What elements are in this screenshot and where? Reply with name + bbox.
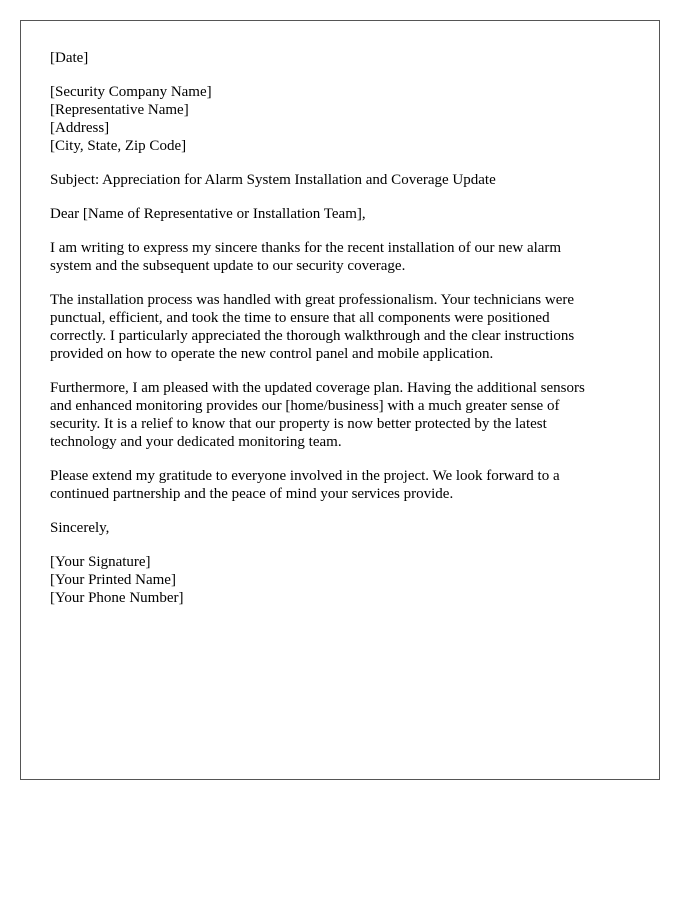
text-line: I am writing to express my sincere thanks for the recent installation of our new alarm <box>50 240 562 256</box>
paragraph-4 <box>50 467 650 503</box>
letter-page <box>20 20 660 780</box>
text-line: system and the subsequent update to our security coverage. <box>50 258 406 274</box>
recipient-address <box>50 83 650 155</box>
text-line: continued partnership and the peace of mind your services provide. <box>50 486 454 502</box>
closing-text: Sincerely, <box>50 520 110 536</box>
city-state-zip: [City, State, Zip Code] <box>50 138 187 154</box>
closing <box>50 519 650 537</box>
printed-name: [Your Printed Name] <box>50 572 176 588</box>
text-line: and enhanced monitoring provides our [home/business] with a much greater sense of <box>50 398 560 414</box>
paragraph-1 <box>50 239 650 275</box>
text-line: security. It is a relief to know that our property is now better protected by the latest <box>50 416 547 432</box>
phone-number: [Your Phone Number] <box>50 590 184 606</box>
date-block <box>50 49 650 67</box>
letter-body <box>50 49 650 623</box>
paragraph-2 <box>50 291 650 363</box>
representative-name: [Representative Name] <box>50 102 189 118</box>
date-line: [Date] <box>50 50 89 66</box>
paragraph-3 <box>50 379 650 451</box>
text-line: Please extend my gratitude to everyone involved in the project. We look forward to a <box>50 468 560 484</box>
text-line: technology and your dedicated monitoring team. <box>50 434 342 450</box>
salutation-text: Dear [Name of Representative or Installation Team], <box>50 206 366 222</box>
text-line: provided on how to operate the new control panel and mobile application. <box>50 346 494 362</box>
subject-line <box>50 171 650 189</box>
text-line: The installation process was handled with great professionalism. Your technicians were <box>50 292 575 308</box>
address: [Address] <box>50 120 110 136</box>
text-line: punctual, efficient, and took the time to ensure that all components were positioned <box>50 310 550 326</box>
salutation <box>50 205 650 223</box>
text-line: correctly. I particularly appreciated the thorough walkthrough and the clear instructions <box>50 328 575 344</box>
signature-block <box>50 553 650 607</box>
company-name: [Security Company Name] <box>50 84 212 100</box>
subject-text: Subject: Appreciation for Alarm System Installation and Coverage Update <box>50 172 496 188</box>
text-line: Furthermore, I am pleased with the updated coverage plan. Having the additional sensors <box>50 380 585 396</box>
signature: [Your Signature] <box>50 554 151 570</box>
